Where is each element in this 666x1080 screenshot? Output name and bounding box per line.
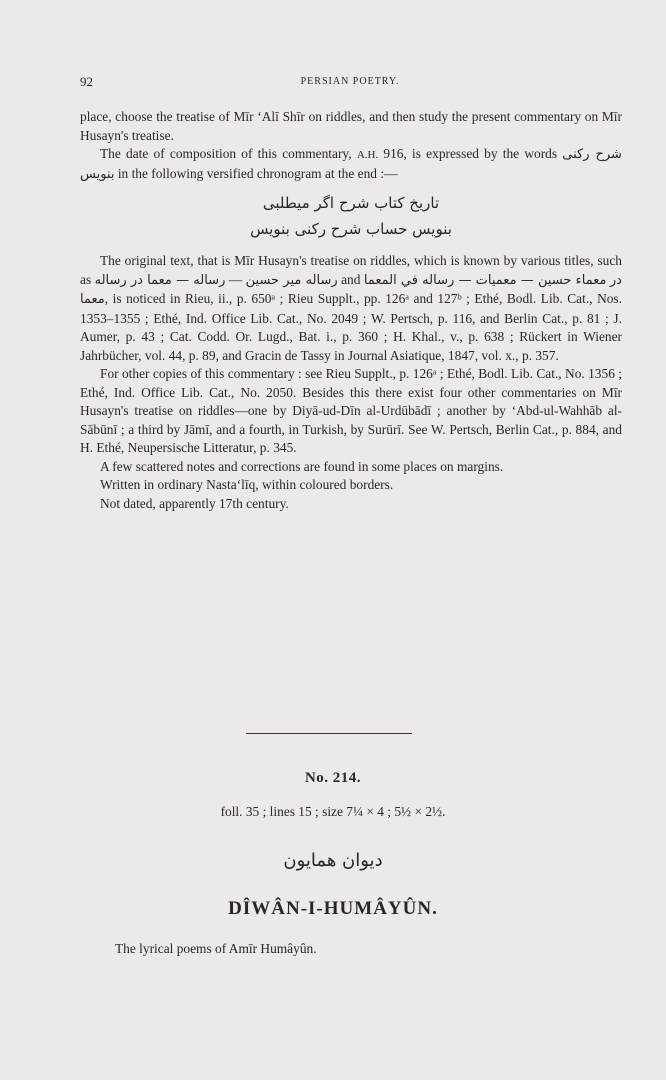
- p3-text-a: The original text, that is Mīr Husayn's treatise on riddles, which is known by various titles, such as: [80, 253, 622, 287]
- p2-arabic-words: شرح رکنی بنویس: [80, 147, 622, 182]
- running-head: PERSIAN POETRY.: [300, 76, 400, 87]
- p3-dash: —: [228, 271, 243, 287]
- paragraph-1: place, choose the treatise of Mīr ‘Alī Shīr on riddles, and then study the present commentary on Mīr Husayn's treatise.: [80, 109, 622, 143]
- p3-arabic-1: رساله — معما در رساله: [94, 272, 226, 288]
- p3-text-c: , is noticed in Rieu, ii., p. 650ᵃ ; Rieu Supplt., pp. 126ᵃ and 127ᵇ ; Ethé, Bodl. Lib. Cat., Nos. 1353–1355 ; Ethé, Ind. Office Lib. Cat., No. 2049 ; W. Pertsch, p. 116, and Berlin Cat., p. 81 ; J. Aumer, p. 43 ; Cat. Codd. Or. Lugd., Bat. i., p. 360 ; H. Khal., v., p. 638 ; Rückert in Wiener Jahrbücher, vol. 44, p. 89, and Gracin de Tassy in Journal Asiatique, 1847, vol. x., p. 357.: [80, 291, 622, 363]
- entry-number: No. 214.: [304, 770, 362, 786]
- p3-arabic-4: در معما: [80, 272, 622, 307]
- p2-text-a: The date of composition of this commentary,: [100, 146, 352, 161]
- entry-description: The lyrical poems of Amīr Humâyûn.: [115, 941, 317, 956]
- paragraph-4: For other copies of this commentary : see Rieu Supplt., p. 126ᵃ ; Ethé, Bodl. Lib. Cat., No. 1356 ; Ethé, Ind. Office Lib. Cat., No. 2050. Besides this there exist four other commentaries on Mīr Husayn's treatise on riddles—one by Diyā-ud-Dīn al-Urdūbādī ; another by ‘Abd-ul-Wahhāb al-Sābūnī ; a third by Jāmī, and a fourth, in Turkish, by Surūrī. See W. Pertsch, Berlin Cat., p. 884, and H. Ethé, Neupersische Litteratur, p. 345.: [80, 366, 622, 455]
- paragraph-5: A few scattered notes and corrections are found in some places on margins.: [100, 458, 504, 474]
- p3-arabic-2: رساله میر حسین: [245, 272, 338, 288]
- p3-and: and: [341, 271, 361, 287]
- paragraph-3: [80, 252, 622, 365]
- paragraph-7: Not dated, apparently 17th century.: [100, 495, 289, 511]
- entry-foll: foll. 35 ; lines 15 ; size 7¼ × 4 ; 5½ × 2½.: [220, 804, 446, 819]
- p2-ah: A.H.: [356, 149, 379, 161]
- paragraph-2: [80, 145, 622, 184]
- entry-arabic-title: دیوان همایون: [283, 850, 383, 871]
- chronogram-line-2: بنویس حساب شرح رکنی بنویس: [250, 220, 452, 238]
- chronogram-line-1: تاریخ کتاب شرح اگر میطلبی: [262, 194, 440, 212]
- entry-title: DÎWÂN-I-HUMÂYÛN.: [228, 898, 438, 919]
- p2-text-c: in the following versified chronogram at the end :—: [117, 165, 398, 181]
- p2-text-b: 916, is expressed by the words: [383, 146, 558, 161]
- chronogram: [80, 190, 622, 242]
- p3-arabic-3: معماء حسین — معمیات — رساله في المعما: [363, 272, 607, 288]
- page-header: [80, 74, 620, 94]
- page-number: 92: [80, 74, 93, 89]
- body-text: [80, 108, 622, 513]
- paragraph-6: Written in ordinary Nasta‘līq, within coloured borders.: [100, 477, 394, 492]
- section-divider: [246, 733, 412, 734]
